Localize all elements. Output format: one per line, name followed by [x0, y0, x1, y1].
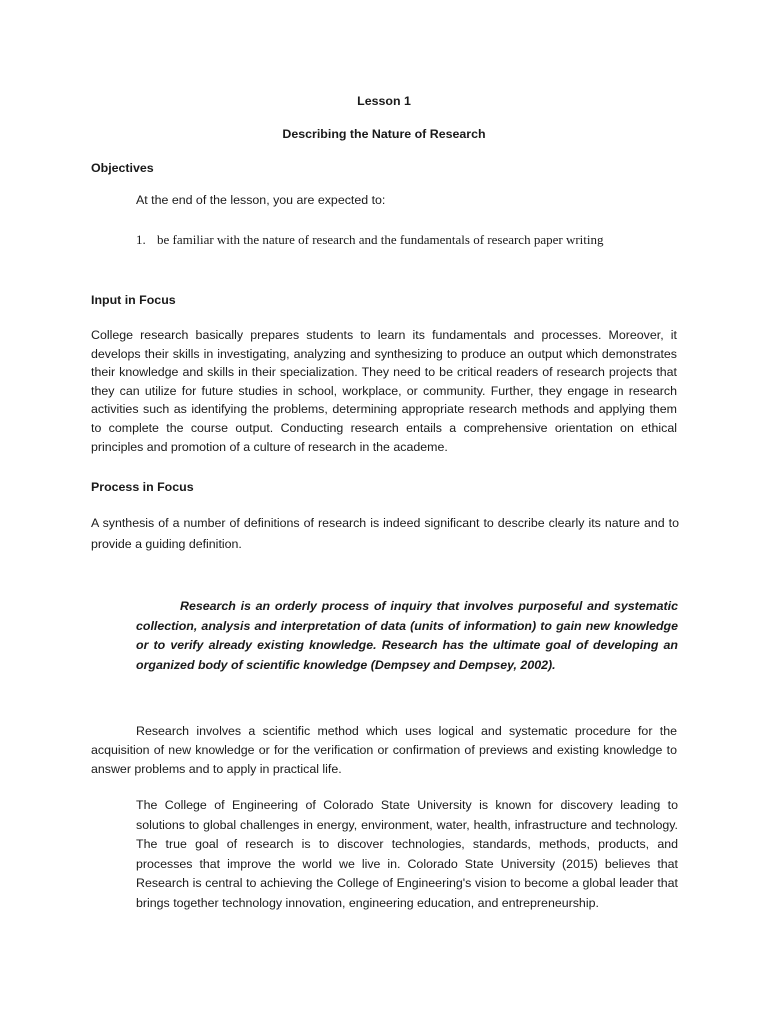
objective-number: 1. — [136, 232, 146, 247]
research-definition-quote: Research is an orderly process of inquiry that involves purposeful and systematic collection, analysis and interpretation of data (units of information) to gain new knowledge or to verify already existing knowledge. Research has the ultimate goal of developing an organized body of scientific knowledge (Dempsey and Dempsey, 2002). — [136, 599, 678, 672]
input-in-focus-paragraph: College research basically prepares students to learn its fundamentals and processes. Moreover, it develops their skills in investigating, analyzing and synthesizing to produce an output which demonstrates their knowledge and skills in their specialization. They need to be critical readers of research projects that they can utilize for future studies in school, workplace, or community. Further, they engage in research activities such as identifying the problems, determining appropriate research methods and applying them to complete the course output. Conducting research entails a comprehensive orientation on ethical principles and promotion of a culture of research in the academe. — [91, 328, 677, 454]
lesson-title: Describing the Nature of Research — [282, 127, 486, 141]
process-in-focus-paragraph: A synthesis of a number of definitions of research is indeed significant to describe clearly its nature and to provide a guiding definition. — [91, 516, 679, 551]
objectives-intro: At the end of the lesson, you are expected to: — [136, 193, 386, 207]
scientific-method-paragraph: Research involves a scientific method which uses logical and systematic procedure for the acquisition of new knowledge or for the verification or confirmation of previews and existing knowledge to answer problems and to apply in practical life. — [91, 724, 677, 777]
process-in-focus-heading: Process in Focus — [91, 480, 194, 494]
objective-text: be familiar with the nature of research and the fundamentals of research paper writing — [157, 232, 604, 247]
objective-item — [136, 232, 604, 248]
csu-engineering-paragraph: The College of Engineering of Colorado State University is known for discovery leading to solutions to global challenges in energy, environment, water, health, infrastructure and technology. The true goal of research is to discover technologies, standards, methods, products, and processes that improve the world we live in. Colorado State University (2015) believes that Research is central to achieving the College of Engineering's vision to become a global leader that brings together technology innovation, engineering education, and entrepreneurship. — [136, 798, 678, 910]
lesson-number: Lesson 1 — [357, 94, 411, 108]
objectives-heading: Objectives — [91, 161, 154, 175]
input-in-focus-heading: Input in Focus — [91, 293, 176, 307]
